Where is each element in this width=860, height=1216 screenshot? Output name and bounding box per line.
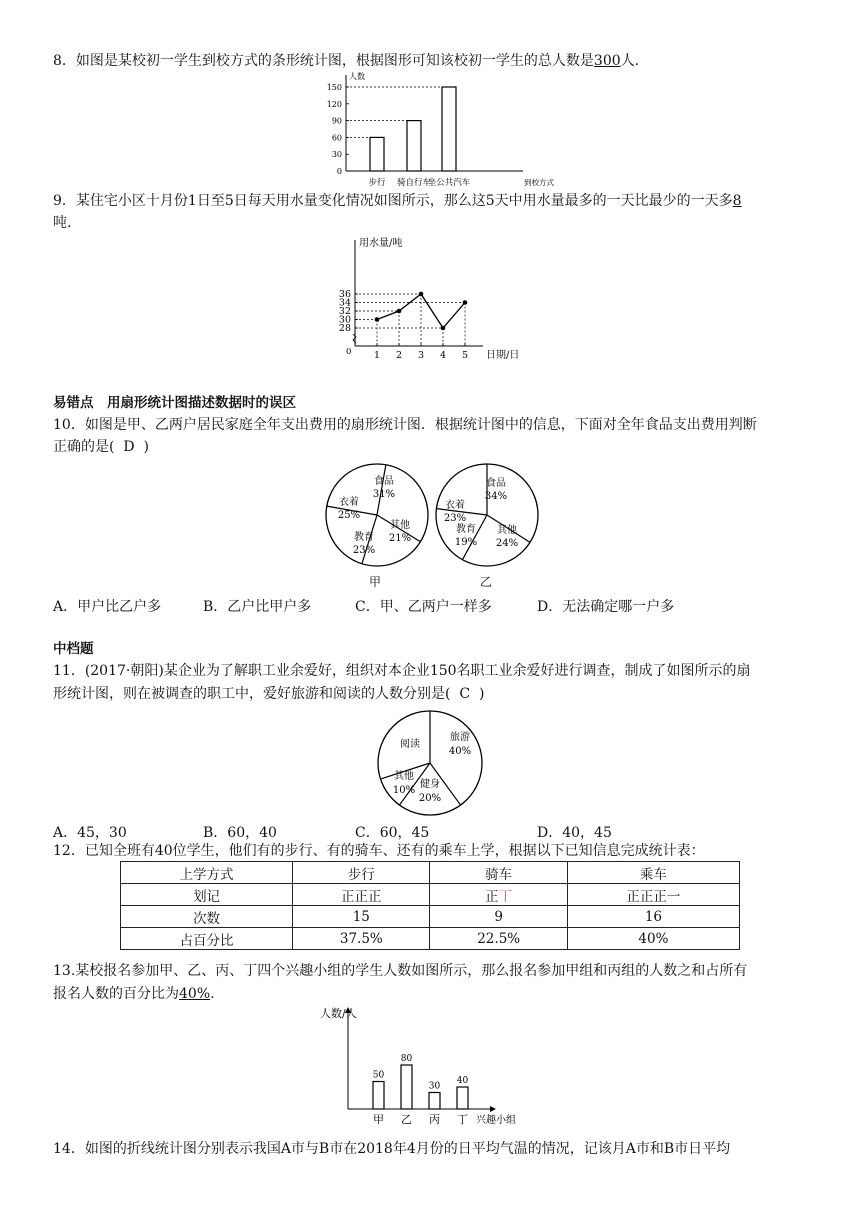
table-row <box>121 884 740 906</box>
q11-stem-line1: 11．(2017·朝阳)某企业为了解职工业余爱好，组织对本企业150名职工业余爱好进行调查，制成了如图所示的扇 <box>53 663 751 679</box>
table-header-cell: 上学方式 <box>121 862 293 884</box>
pie-slice-value: 23% <box>352 545 376 556</box>
pie-jia-caption: 甲 <box>369 575 382 589</box>
pie-slice-value: 25% <box>337 510 361 521</box>
q11-text: 形统计图，则在被调查的职工中，爱好旅游和阅读的人数分别是( <box>53 686 451 702</box>
bar <box>429 1093 440 1110</box>
table-cell: 9 <box>430 906 567 928</box>
data-label: 80 <box>400 1054 413 1064</box>
q14-stem: 14．如图的折线统计图分别表示我国A市与B市在2018年4月份的日平均气温的情况，记该月A市和B市日平均 <box>53 1141 731 1157</box>
pie-slice-label: 衣着 <box>339 497 359 508</box>
pie-slice-value: 23% <box>443 513 467 524</box>
x-tick-label: 2 <box>395 350 403 361</box>
table-row <box>121 906 740 928</box>
y-tick-label: 30 <box>338 314 351 326</box>
pie-slice-label: 旅游 <box>450 732 470 743</box>
pie-slice-label: 其他 <box>497 525 517 536</box>
data-label: 40 <box>456 1076 469 1086</box>
pie-slice-value: 10% <box>392 785 416 796</box>
pie-slice-value: 21% <box>388 533 412 544</box>
q10-pie-yi <box>432 460 542 570</box>
q10-stem-line2: 正确的是( D ) <box>53 439 149 455</box>
y-tick-label: 30 <box>331 150 342 160</box>
data-point <box>375 317 380 322</box>
q8-bar-chart <box>318 72 554 193</box>
x-tick-label: 丙 <box>429 1113 440 1126</box>
q10-option-b[interactable]: B．乙户比甲户多 <box>203 599 312 615</box>
q13-stem-line1: 13.某校报名参加甲、乙、丙、丁四个兴趣小组的学生人数如图所示，那么报名参加甲组和丙组的人数之和占所有 <box>53 963 748 979</box>
pie-slice-label: 食品 <box>374 476 394 487</box>
x-tick-label: 步行 <box>368 178 386 188</box>
pie-slice-value: 34% <box>484 491 508 502</box>
table-cell: 40% <box>567 928 739 950</box>
pie-slice-label: 阅读 <box>400 739 420 750</box>
pie-slice-value: 24% <box>495 538 519 549</box>
pie-slice-label: 教育 <box>354 532 374 543</box>
axis-break-icon <box>353 334 356 343</box>
x-axis-label: 到校方式 <box>524 178 554 187</box>
table-header-cell: 骑车 <box>430 862 567 884</box>
table-cell: 次数 <box>121 906 293 928</box>
pie-slice-label: 衣着 <box>445 500 465 511</box>
data-point <box>441 326 446 331</box>
q13-answer: 40% <box>179 986 211 1002</box>
y-tick-label: 60 <box>331 133 342 143</box>
y-tick-label: 34 <box>338 297 351 309</box>
x-axis-label: 兴趣小组 <box>476 1115 516 1126</box>
q11-option-c[interactable]: C．60，45 <box>355 825 430 841</box>
pie-slice-label: 其他 <box>390 520 410 531</box>
q11-option-b[interactable]: B．60，40 <box>203 825 277 841</box>
section-label: 易错点 <box>53 395 94 411</box>
table-cell: 37.5% <box>293 928 430 950</box>
pie-yi-caption: 乙 <box>480 575 493 589</box>
q9-text: 9．某住宅小区十月份1日至5日每天用水量变化情况如图所示，那么这5天中用水量最多的一天比最少的一天多 <box>53 193 733 209</box>
section-medium: 中档题 <box>53 641 94 657</box>
table-cell: 正丅 <box>430 884 567 906</box>
table-cell: 划记 <box>121 884 293 906</box>
x-tick-label: 骑自行车 <box>396 178 432 188</box>
q13-bar-chart <box>320 1005 540 1130</box>
x-axis-label: 日期/日 <box>486 350 520 361</box>
pie-slice-value: 20% <box>418 793 442 804</box>
y-tick-label: 32 <box>338 306 351 317</box>
table-cell: 22.5% <box>430 928 567 950</box>
x-tick-label: 1 <box>373 350 381 361</box>
table-cell: 正正正 <box>293 884 430 906</box>
q10-option-a[interactable]: A．甲户比乙户多 <box>53 599 162 615</box>
table-cell: 15 <box>293 906 430 928</box>
x-tick-label: 4 <box>439 350 447 361</box>
q12-table <box>120 861 740 950</box>
q9-answer: 8 <box>732 193 742 209</box>
q11-answer: C <box>459 686 471 702</box>
table-cell: 16 <box>567 906 739 928</box>
q8-stem <box>53 52 639 70</box>
table-cell: 正正正一 <box>567 884 739 906</box>
y-axis-label: 用水量/吨 <box>359 238 403 249</box>
pie-slice-label: 教育 <box>456 524 476 535</box>
table-header-cell: 乘车 <box>567 862 739 884</box>
section-error-prone <box>53 394 296 412</box>
bar <box>373 1082 384 1110</box>
q13-stem-line2: 报名人数的百分比为40%. <box>53 986 215 1002</box>
q10-option-d[interactable]: D．无法确定哪一户多 <box>537 599 675 615</box>
bar <box>457 1087 468 1109</box>
y-axis-label: 人数/人 <box>320 1007 357 1020</box>
x-tick-label: 5 <box>461 350 469 361</box>
q12-stem: 12．已知全班有40位学生，他们有的步行、有的骑车、还有的乘车上学，根据以下已知信息完成统计表： <box>53 843 705 859</box>
bar <box>370 137 384 171</box>
table-header-row <box>121 862 740 884</box>
data-label: 30 <box>428 1081 441 1092</box>
q8-text: 8．如图是某校初一学生到校方式的条形统计图，根据图形可知该校初一学生的总人数是 <box>53 53 594 69</box>
pie-slice-label: 健身 <box>420 779 440 790</box>
q11-option-a[interactable]: A．45，30 <box>53 825 127 841</box>
q11-option-d[interactable]: D．40，45 <box>537 825 612 841</box>
x-tick-label: 3 <box>417 350 425 361</box>
table-cell: 占百分比 <box>121 928 293 950</box>
x-axis-arrow-icon <box>490 1106 496 1112</box>
q13-text: 报名人数的百分比为 <box>53 986 179 1002</box>
data-point <box>397 309 402 314</box>
tally-mark-handwritten: 丅 <box>498 888 513 905</box>
pie-slice-value: 19% <box>454 537 478 548</box>
q11-pie <box>372 707 488 819</box>
origin-label: 0 <box>346 347 352 357</box>
q9-stem-line1 <box>53 192 742 210</box>
y-tick-label: 120 <box>326 99 342 109</box>
bar <box>407 121 421 171</box>
y-axis-label: 人数 <box>349 72 365 81</box>
y-tick-label: 0 <box>336 167 342 176</box>
q10-option-c[interactable]: C．甲、乙两户一样多 <box>355 599 492 615</box>
x-tick-label: 甲 <box>373 1113 384 1126</box>
bar <box>442 87 456 171</box>
table-header-cell: 步行 <box>293 862 430 884</box>
q8-tail: 人. <box>620 53 640 69</box>
x-tick-label: 乙 <box>401 1113 412 1126</box>
y-tick-label: 36 <box>338 289 351 300</box>
q10-answer: D <box>123 439 135 455</box>
x-tick-label: 坐公共汽车 <box>427 178 471 188</box>
bar <box>401 1065 412 1109</box>
data-point <box>463 300 468 305</box>
y-tick-label: 28 <box>338 323 351 334</box>
data-point <box>419 292 424 297</box>
q10-text: 正确的是( <box>53 439 115 455</box>
y-tick-label: 150 <box>326 83 342 92</box>
q10-pie-jia <box>322 460 432 570</box>
pie-slice-label: 其他 <box>394 771 414 782</box>
data-label: 50 <box>372 1070 385 1081</box>
q9-line-chart <box>338 236 528 364</box>
section-title: 用扇形统计图描述数据时的误区 <box>107 395 296 411</box>
q9-tail: 吨. <box>53 215 72 231</box>
table-row <box>121 928 740 950</box>
y-tick-label: 90 <box>331 116 342 126</box>
pie-slice-value: 40% <box>448 746 472 757</box>
q10-stem-line1: 10．如图是甲、乙两户居民家庭全年支出费用的扇形统计图．根据统计图中的信息，下面对全年食品支出费用判断 <box>53 417 757 433</box>
q8-answer: 300 <box>593 53 621 69</box>
pie-slice-label: 食品 <box>486 478 506 489</box>
pie-slice-value: 31% <box>372 489 396 500</box>
x-tick-label: 丁 <box>457 1113 468 1126</box>
q11-stem-line2: 形统计图，则在被调查的职工中，爱好旅游和阅读的人数分别是( C ) <box>53 686 485 702</box>
